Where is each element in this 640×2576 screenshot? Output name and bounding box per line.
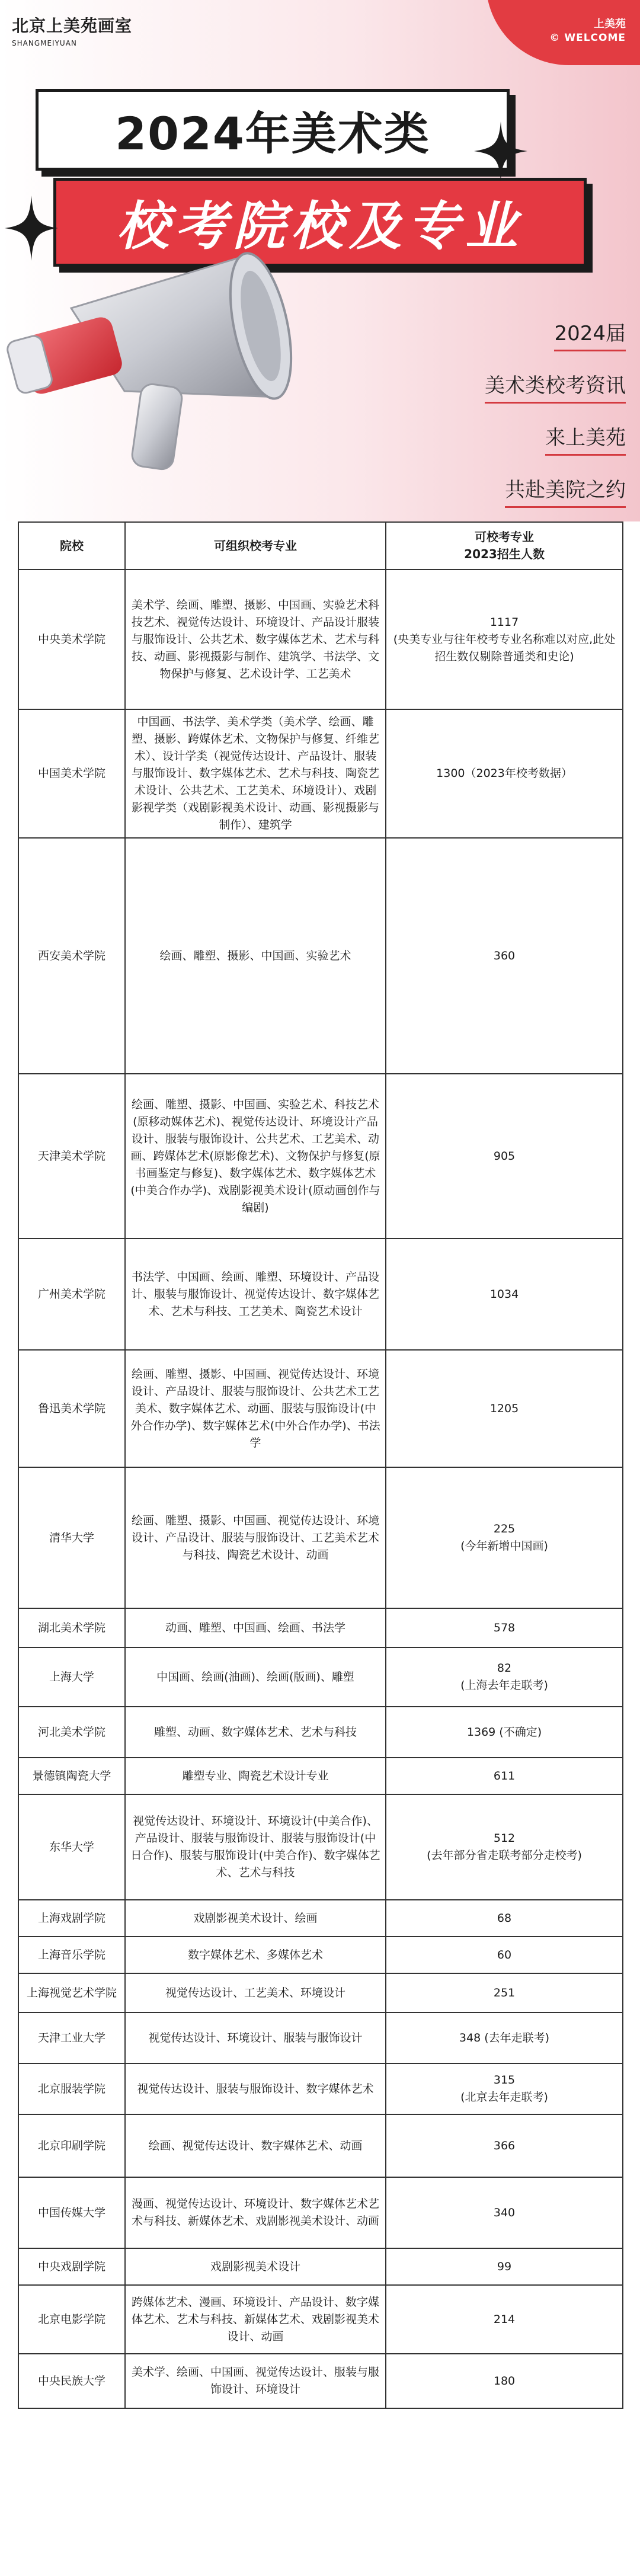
enrollment-count: 905 xyxy=(386,1074,623,1239)
school-name: 上海大学 xyxy=(18,1647,125,1707)
brand-name-cn: 北京上美苑画室 xyxy=(12,16,133,36)
enrollment-count: 1034 xyxy=(386,1239,623,1350)
school-name: 西安美术学院 xyxy=(18,838,125,1074)
table-row xyxy=(18,1239,623,1350)
table-row xyxy=(18,1937,623,1973)
majors-list: 跨媒体艺术、漫画、环境设计、产品设计、数字媒体艺术、艺术与科技、新媒体艺术、戏剧影视美术设计、动画 xyxy=(125,2285,386,2354)
enrollment-count: 68 xyxy=(386,1900,623,1937)
majors-list: 动画、雕塑、中国画、绘画、书法学 xyxy=(125,1608,386,1647)
majors-list: 书法学、中国画、绘画、雕塑、环境设计、产品设计、服装与服饰设计、视觉传达设计、数字媒体艺术、艺术与科技、工艺美术、陶瓷艺术设计 xyxy=(125,1239,386,1350)
top-bar xyxy=(0,0,640,55)
school-name: 河北美术学院 xyxy=(18,1707,125,1758)
table-body xyxy=(18,569,623,2408)
enrollment-count: 251 xyxy=(386,1973,623,2012)
enrollment-count: 340 xyxy=(386,2177,623,2248)
table-row xyxy=(18,2177,623,2248)
enrollment-count: 1117 (央美专业与往年校考专业名称难以对应,此处招生数仅剔除普通类和史论) xyxy=(386,569,623,709)
enrollment-count: 1300（2023年校考数据） xyxy=(386,709,623,838)
school-name: 中央美术学院 xyxy=(18,569,125,709)
table-row xyxy=(18,838,623,1074)
enrollment-count: 611 xyxy=(386,1758,623,1794)
school-name: 北京电影学院 xyxy=(18,2285,125,2354)
schools-table-wrapper xyxy=(18,521,622,2409)
table-row xyxy=(18,2248,623,2285)
enrollment-count: 60 xyxy=(386,1937,623,1973)
enrollment-count: 1369 (不确定) xyxy=(386,1707,623,1758)
school-name: 清华大学 xyxy=(18,1467,125,1608)
welcome-mark xyxy=(549,15,626,44)
majors-list: 绘画、雕塑、摄影、中国画、视觉传达设计、环境设计、产品设计、服装与服饰设计、工艺美术艺术与科技、陶瓷艺术设计、动画 xyxy=(125,1467,386,1608)
table-row xyxy=(18,1467,623,1608)
table-row xyxy=(18,2063,623,2114)
majors-list: 视觉传达设计、环境设计、环境设计(中美合作)、产品设计、服装与服饰设计、服装与服饰设计(中日合作)、服装与服饰设计(中美合作)、数字媒体艺术、艺术与科技 xyxy=(125,1794,386,1900)
majors-list: 中国画、绘画(油画)、绘画(版画)、雕塑 xyxy=(125,1647,386,1707)
majors-list: 漫画、视觉传达设计、环境设计、数字媒体艺术艺术与科技、新媒体艺术、戏剧影视美术设计、动画 xyxy=(125,2177,386,2248)
school-name: 湖北美术学院 xyxy=(18,1608,125,1647)
header-majors: 可组织校考专业 xyxy=(125,522,386,569)
header-school: 院校 xyxy=(18,522,125,569)
majors-list: 视觉传达设计、服装与服饰设计、数字媒体艺术 xyxy=(125,2063,386,2114)
enrollment-count: 578 xyxy=(386,1608,623,1647)
majors-list: 美术学、绘画、中国画、视觉传达设计、服装与服饰设计、环境设计 xyxy=(125,2354,386,2408)
school-name: 北京印刷学院 xyxy=(18,2114,125,2177)
school-name: 中央民族大学 xyxy=(18,2354,125,2408)
majors-list: 绘画、视觉传达设计、数字媒体艺术、动画 xyxy=(125,2114,386,2177)
brand-name-en: SHANGMEIYUAN xyxy=(12,39,77,47)
table-row xyxy=(18,2114,623,2177)
school-name: 天津美术学院 xyxy=(18,1074,125,1239)
majors-list: 戏剧影视美术设计、绘画 xyxy=(125,1900,386,1937)
majors-list: 戏剧影视美术设计 xyxy=(125,2248,386,2285)
enrollment-count: 214 xyxy=(386,2285,623,2354)
majors-list: 视觉传达设计、环境设计、服装与服饰设计 xyxy=(125,2012,386,2063)
enrollment-count: 99 xyxy=(386,2248,623,2285)
table-row xyxy=(18,2285,623,2354)
enrollment-count: 360 xyxy=(386,838,623,1074)
school-name: 广州美术学院 xyxy=(18,1239,125,1350)
enrollment-count: 348 (去年走联考) xyxy=(386,2012,623,2063)
enrollment-count: 315 (北京去年走联考) xyxy=(386,2063,623,2114)
table-row xyxy=(18,1900,623,1937)
school-name: 景德镇陶瓷大学 xyxy=(18,1758,125,1794)
table-row xyxy=(18,1758,623,1794)
hero-banner xyxy=(0,0,640,521)
schools-table xyxy=(18,521,623,2409)
school-name: 上海音乐学院 xyxy=(18,1937,125,1973)
tagline-invite: 共赴美院之约 xyxy=(505,473,626,508)
welcome-text: © WELCOME xyxy=(549,32,626,44)
table-row xyxy=(18,709,623,838)
enrollment-count: 225 (今年新增中国画) xyxy=(386,1467,623,1608)
tagline-info: 美术类校考资讯 xyxy=(485,369,626,404)
sparkle-icon xyxy=(474,121,527,181)
school-name: 上海视觉艺术学院 xyxy=(18,1973,125,2012)
table-row xyxy=(18,1350,623,1467)
school-name: 上海戏剧学院 xyxy=(18,1900,125,1937)
majors-list: 数字媒体艺术、多媒体艺术 xyxy=(125,1937,386,1973)
hero-taglines xyxy=(485,317,626,521)
enrollment-count: 1205 xyxy=(386,1350,623,1467)
table-row xyxy=(18,2012,623,2063)
enrollment-count: 180 xyxy=(386,2354,623,2408)
table-row xyxy=(18,1647,623,1707)
majors-list: 视觉传达设计、工艺美术、环境设计 xyxy=(125,1973,386,2012)
megaphone-icon xyxy=(0,237,332,510)
welcome-brand: 上美苑 xyxy=(594,18,626,30)
enrollment-count: 366 xyxy=(386,2114,623,2177)
table-row xyxy=(18,569,623,709)
table-header-row xyxy=(18,522,623,569)
table-row xyxy=(18,1707,623,1758)
school-name: 中国传媒大学 xyxy=(18,2177,125,2248)
majors-list: 雕塑专业、陶瓷艺术设计专业 xyxy=(125,1758,386,1794)
majors-list: 美术学、绘画、雕塑、摄影、中国画、实验艺术科技艺术、视觉传达设计、环境设计、产品设计服装与服饰设计、公共艺术、数字媒体艺术、艺术与科技、动画、影视摄影与制作、建筑学、书法学、文物保护与修复、艺术设计学、工艺美术 xyxy=(125,569,386,709)
majors-list: 绘画、雕塑、摄影、中国画、视觉传达设计、环境设计、产品设计、服装与服饰设计、公共艺术工艺美术、数字媒体艺术、动画、服装与服饰设计(中外合作办学)、数字媒体艺术(中外合作办学)、书法学 xyxy=(125,1350,386,1467)
school-name: 鲁迅美术学院 xyxy=(18,1350,125,1467)
tagline-year: 2024届 xyxy=(554,317,626,351)
school-name: 北京服装学院 xyxy=(18,2063,125,2114)
tagline-brand: 来上美苑 xyxy=(545,421,626,456)
header-count: 可校考专业 2023招生人数 xyxy=(386,522,623,569)
table-row xyxy=(18,2354,623,2408)
title-line-2: 校考院校及专业 xyxy=(53,178,587,267)
majors-list: 绘画、雕塑、摄影、中国画、实验艺术、科技艺术(原移动媒体艺术)、视觉传达设计、环境设计产品设计、服装与服饰设计、公共艺术、工艺美术、动画、跨媒体艺术(原影像艺术)、文物保护与修复(原书画鉴定与修复)、数字媒体艺术、数字媒体艺术(中美合作办学)、戏剧影视美术设计(原动画创作与编剧) xyxy=(125,1074,386,1239)
table-row xyxy=(18,1794,623,1900)
school-name: 中央戏剧学院 xyxy=(18,2248,125,2285)
table-row xyxy=(18,1973,623,2012)
majors-list: 中国画、书法学、美术学类（美术学、绘画、雕塑、摄影、跨媒体艺术、文物保护与修复、纤维艺术）、设计学类（视觉传达设计、产品设计、服装与服饰设计、数字媒体艺术、艺术与科技、陶瓷艺术设计、公共艺术、工艺美术、环境设计）、戏剧影视学类（戏剧影视美术设计、动画、影视摄影与制作）、建筑学 xyxy=(125,709,386,838)
enrollment-count: 82 (上海去年走联考) xyxy=(386,1647,623,1707)
brand-logo xyxy=(12,13,132,47)
table-row xyxy=(18,1074,623,1239)
majors-list: 雕塑、动画、数字媒体艺术、艺术与科技 xyxy=(125,1707,386,1758)
enrollment-count: 512 (去年部分省走联考部分走校考) xyxy=(386,1794,623,1900)
title-line-1: 2024年美术类 xyxy=(36,89,510,171)
school-name: 东华大学 xyxy=(18,1794,125,1900)
school-name: 中国美术学院 xyxy=(18,709,125,838)
majors-list: 绘画、雕塑、摄影、中国画、实验艺术 xyxy=(125,838,386,1074)
school-name: 天津工业大学 xyxy=(18,2012,125,2063)
table-row xyxy=(18,1608,623,1647)
